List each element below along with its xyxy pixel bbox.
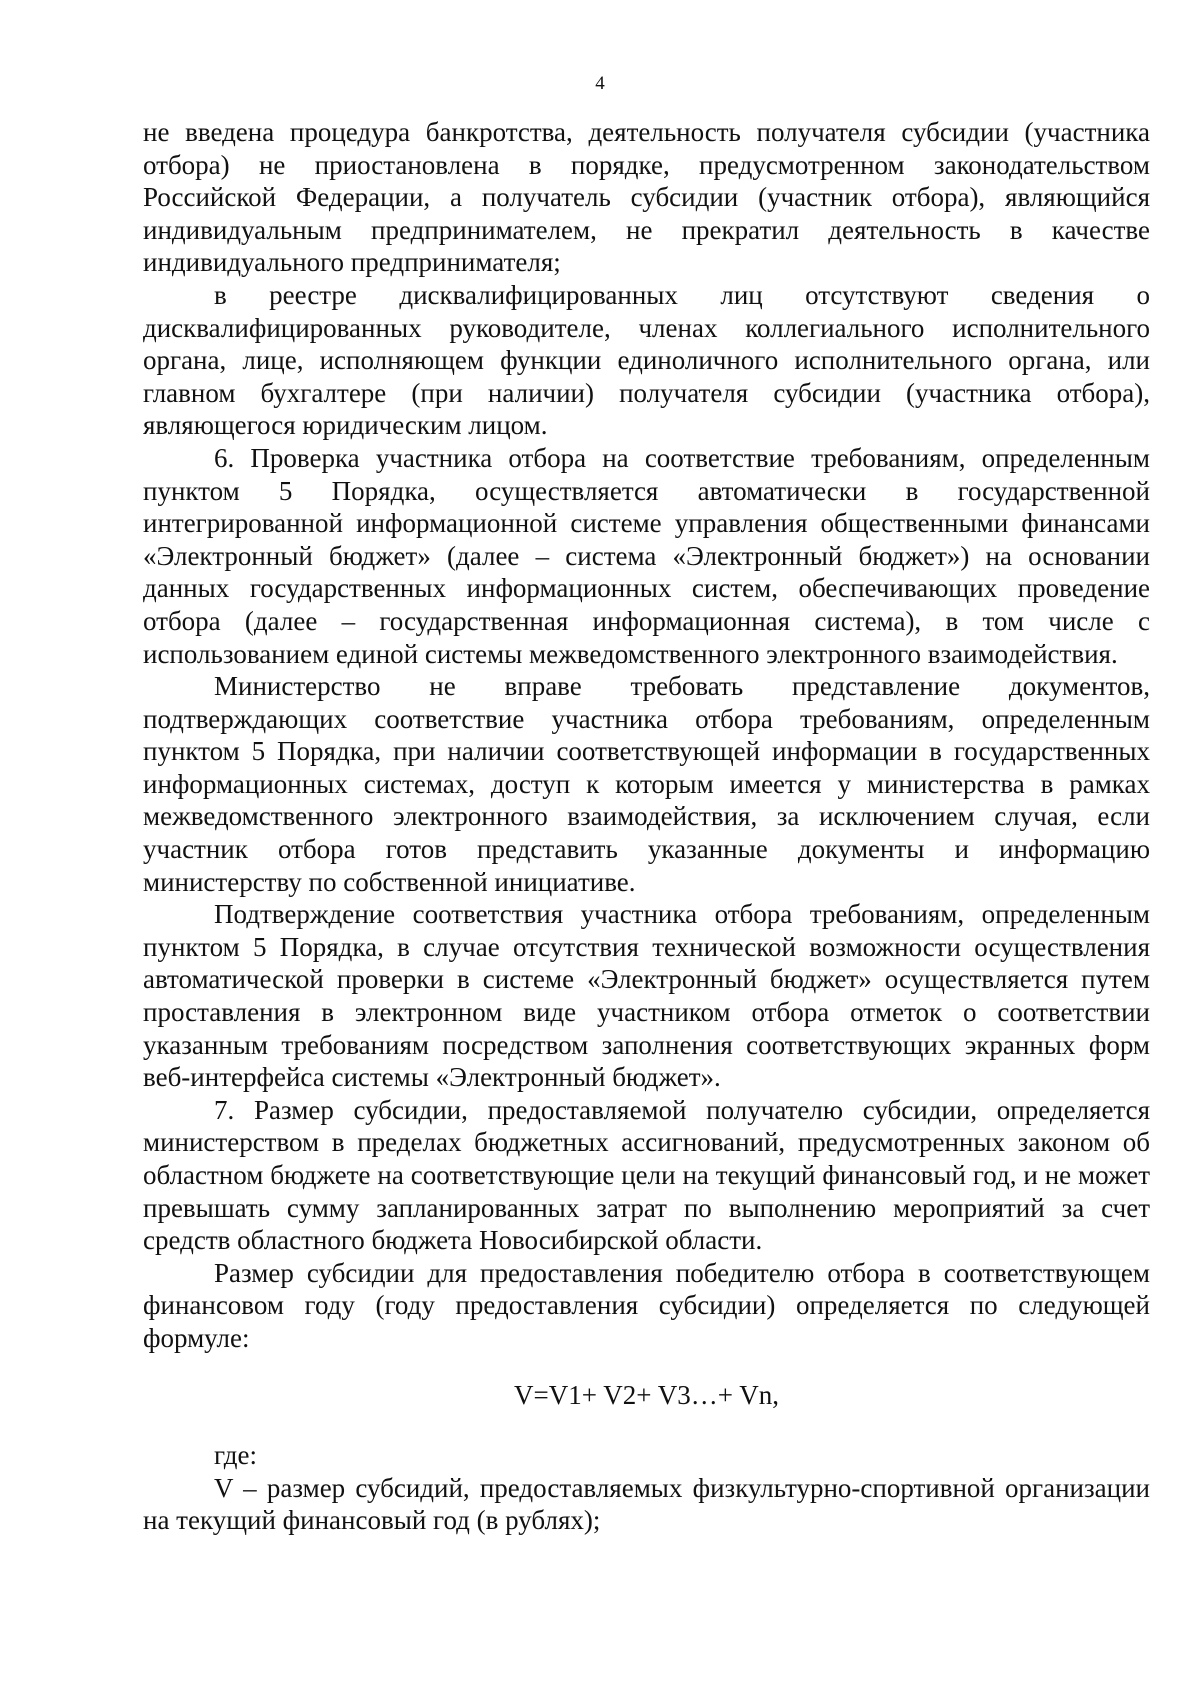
paragraph-formula-intro: Размер субсидии для предоставления победителю отбора в соответствующем финансовом году (году предоставления субсидии) определяется по следующей формуле: xyxy=(143,1257,1150,1353)
paragraph-section-6-verification: 6. Проверка участника отбора на соответствие требованиям, определенным пунктом 5 Порядка, осуществляется автоматически в государственной интегрированной информационной системе управления общественными финансами «Электронный бюджет» (далее – система «Электронный бюджет») на основании данных государственных информационных систем, обеспечивающих проведение отбора (далее – государственная информационная система), в том числе с использованием единой системы межведомственного электронного взаимодействия. xyxy=(143,442,1150,669)
document-body xyxy=(143,116,1150,1537)
paragraph-disqualified-registry: в реестре дисквалифицированных лиц отсутствуют сведения о дисквалифицированных руководителе, членах коллегиального исполнительного органа, лице, исполняющем функции единоличного исполнительного органа, или главном бухгалтере (при наличии) получателя субсидии (участника отбора), являющегося юридическим лицом. xyxy=(143,279,1150,441)
paragraph-ministry-documents: Министерство не вправе требовать представление документов, подтверждающих соответствие участника отбора требованиям, определенным пунктом 5 Порядка, при наличии соответствующей информации в государственных информационных системах, доступ к которым имеется у министерства в рамках межведомственного электронного взаимодействия, за исключением случая, если участник отбора готов представить указанные документы и информацию министерству по собственной инициативе. xyxy=(143,671,1150,897)
definition-v: V – размер субсидий, предоставляемых физкультурно-спортивной организации на текущий финансовый год (в рублях); xyxy=(143,1472,1150,1536)
subsidy-formula: V=V1+ V2+ V3…+ Vn, xyxy=(514,1379,779,1410)
paragraph-confirmation: Подтверждение соответствия участника отбора требованиям, определенным пунктом 5 Порядка, в случае отсутствия технической возможности осуществления автоматической проверки в системе «Электронный бюджет» осуществляется путем проставления в электронном виде участником отбора отметок о соответствии указанным требованиям посредством заполнения соответствующих экранных форм веб-интерфейса системы «Электронный бюджет». xyxy=(143,899,1150,1093)
where-label: где: xyxy=(214,1440,257,1471)
paragraph-section-7-subsidy-size: 7. Размер субсидии, предоставляемой получателю субсидии, определяется министерством в пределах бюджетных ассигнований, предусмотренных законом об областном бюджете на соответствующие цели на текущий финансовый год, и не может превышать сумму запланированных затрат по выполнению мероприятий за счет средств областного бюджета Новосибирской области. xyxy=(143,1094,1150,1256)
page-number: 4 xyxy=(595,73,605,94)
paragraph-bankruptcy: не введена процедура банкротства, деятельность получателя субсидии (участника отбора) не приостановлена в порядке, предусмотренном законодательством Российской Федерации, а получатель субсидии (участник отбора), являющийся индивидуальным предпринимателем, не прекратил деятельность в качестве индивидуального предпринимателя; xyxy=(143,117,1150,278)
